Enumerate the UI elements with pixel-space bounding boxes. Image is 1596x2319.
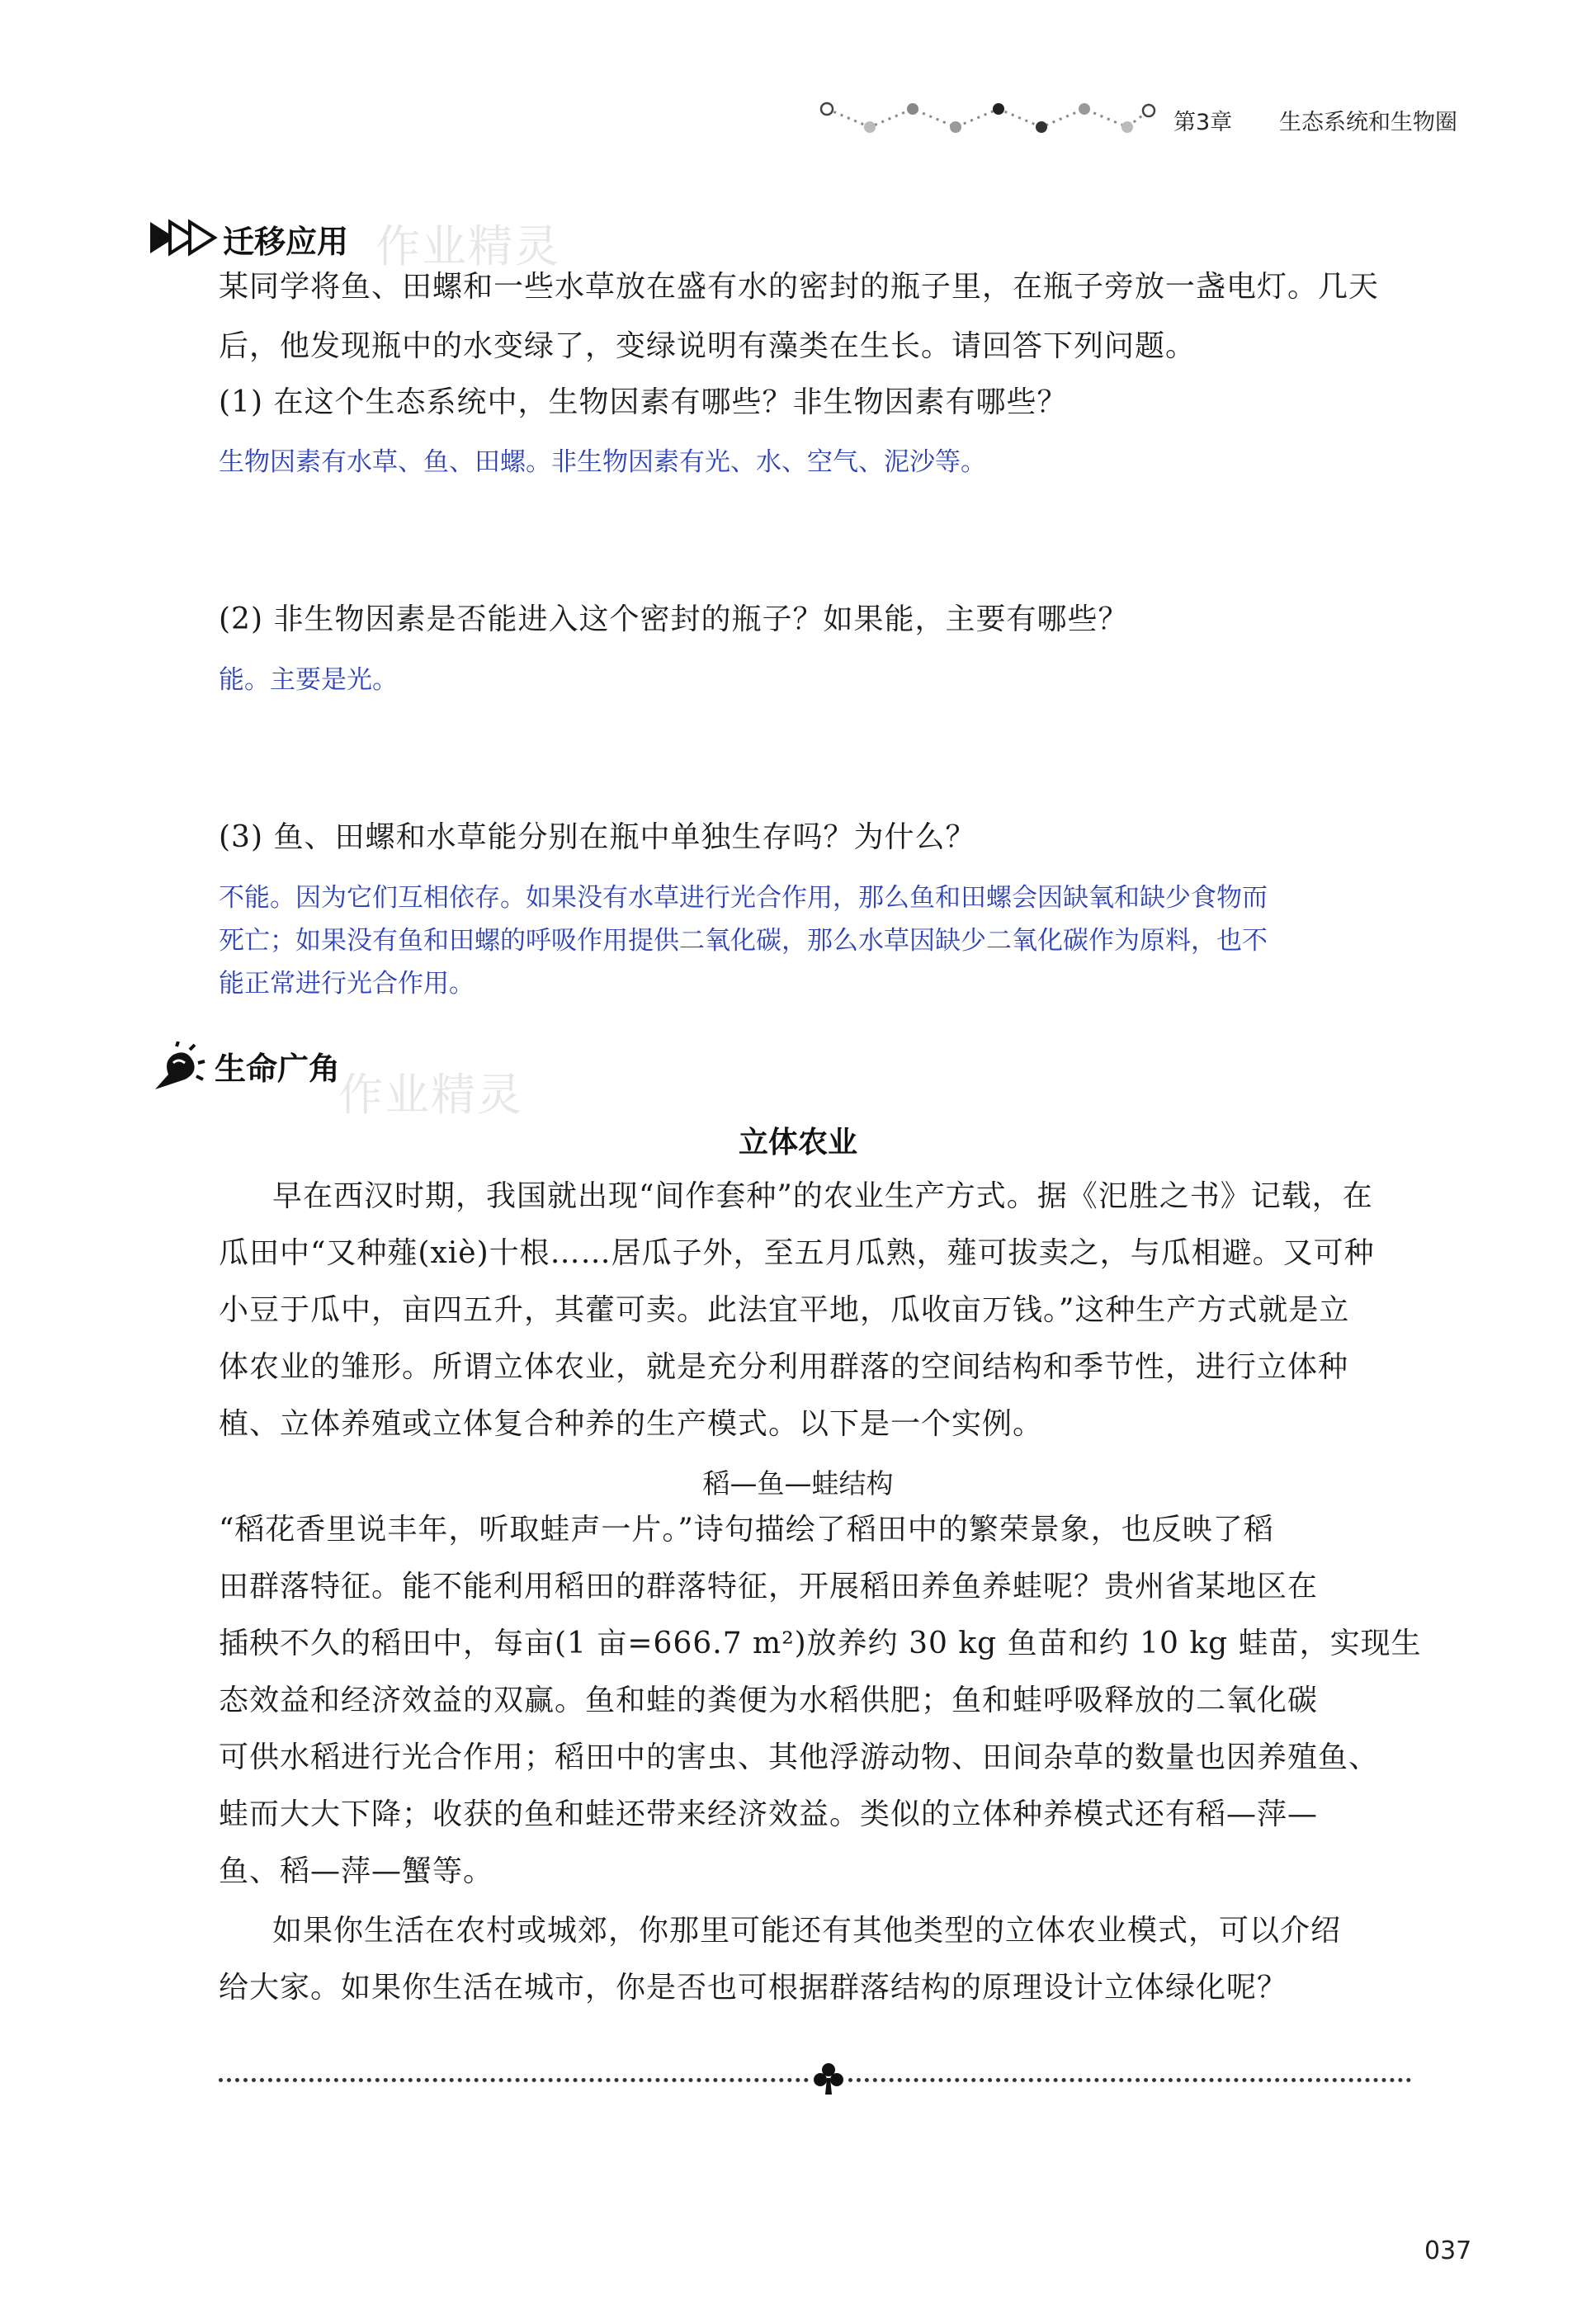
section-title-life: 生命广角 <box>215 1051 341 1087</box>
answer-1: 生物因素有水草、鱼、田螺。非生物因素有光、水、空气、泥沙等。 <box>219 447 986 477</box>
watermark: 作业精灵 <box>375 220 560 272</box>
paragraph2-line: 态效益和经济效益的双赢。鱼和蛙的粪便为水稻供肥；鱼和蛙呼吸释放的二氧化碳 <box>219 1684 1319 1717</box>
paragraph2-line: 蛙而大大下降；收获的鱼和蛙还带来经济效益。类似的立体种养模式还有稻—萍— <box>219 1797 1319 1831</box>
article-subtitle: 稻—鱼—蛙结构 <box>702 1467 894 1500</box>
intro-line: 后，他发现瓶中的水变绿了，变绿说明有藻类在生长。请回答下列问题。 <box>219 329 1197 363</box>
paragraph2-line: 可供水稻进行光合作用；稻田中的害虫、其他浮游动物、田间杂草的数量也因养殖鱼、 <box>219 1740 1380 1774</box>
paragraph2-line: “稻花香里说丰年，听取蛙声一片。”诗句描绘了稻田中的繁荣景象，也反映了稻 <box>219 1513 1274 1547</box>
answer-2: 能。主要是光。 <box>219 665 398 695</box>
paragraph2-line: 插秧不久的稻田中，每亩(1 亩=666.7 m²)放养约 30 kg 鱼苗和约 10 kg 蛙苗，实现生 <box>219 1627 1422 1660</box>
article-title: 立体农业 <box>738 1125 857 1160</box>
header-ornament <box>819 99 1165 140</box>
answer-3-line: 能正常进行光合作用。 <box>219 969 475 999</box>
paragraph3-line: 如果你生活在农村或城郊，你那里可能还有其他类型的立体农业模式，可以介绍 <box>272 1914 1342 1948</box>
paragraph1-line: 体农业的雏形。所谓立体农业，就是充分利用群落的空间结构和季节性，进行立体种 <box>219 1350 1349 1384</box>
answer-3-line: 死亡；如果没有鱼和田螺的呼吸作用提供二氧化碳，那么水草因缺少二氧化碳作为原料，也不 <box>219 926 1268 956</box>
question-2: (2) 非生物因素是否能进入这个密封的瓶子？如果能，主要有哪些？ <box>219 602 1129 636</box>
section-title-transfer: 迁移应用 <box>223 224 349 260</box>
paragraph2-line: 鱼、稻—萍—蟹等。 <box>219 1854 494 1888</box>
question-1: (1) 在这个生态系统中，生物因素有哪些？非生物因素有哪些？ <box>219 385 1068 419</box>
page-number: 037 <box>1424 2236 1472 2265</box>
paragraph1-line: 植、立体养殖或立体复合种养的生产模式。以下是一个实例。 <box>219 1407 1044 1441</box>
paragraph1-line: 瓜田中“又种薤(xiè)十根……居瓜子外，至五月瓜熟，薤可拔卖之，与瓜相避。又可种 <box>219 1236 1375 1270</box>
header-title: 生态系统和生物圈 <box>1279 110 1457 135</box>
question-3: (3) 鱼、田螺和水草能分别在瓶中单独生存吗？为什么？ <box>219 820 976 854</box>
fast-forward-icon <box>149 219 218 257</box>
lightbulb-icon <box>149 1041 206 1093</box>
watermark: 作业精灵 <box>338 1069 523 1121</box>
intro-line: 某同学将鱼、田螺和一些水草放在盛有水的密封的瓶子里，在瓶子旁放一盏电灯。几天 <box>219 270 1380 304</box>
divider-right <box>848 2078 1411 2082</box>
divider-left <box>219 2078 809 2082</box>
paragraph1-line: 早在西汉时期，我国就出现“间作套种”的农业生产方式。据《汜胜之书》记载，在 <box>272 1179 1373 1213</box>
paragraph1-line: 小豆于瓜中，亩四五升，其藿可卖。此法宜平地，瓜收亩万钱。”这种生产方式就是立 <box>219 1293 1350 1327</box>
paragraph3-line: 给大家。如果你生活在城市，你是否也可根据群落结构的原理设计立体绿化呢？ <box>219 1971 1288 2005</box>
answer-3-line: 不能。因为它们互相依存。如果没有水草进行光合作用，那么鱼和田螺会因缺氧和缺少食物而 <box>219 883 1268 913</box>
club-icon <box>812 2062 845 2096</box>
paragraph2-line: 田群落特征。能不能利用稻田的群落特征，开展稻田养鱼养蛙呢？贵州省某地区在 <box>219 1570 1319 1603</box>
header-chapter: 第3章 <box>1173 110 1233 135</box>
